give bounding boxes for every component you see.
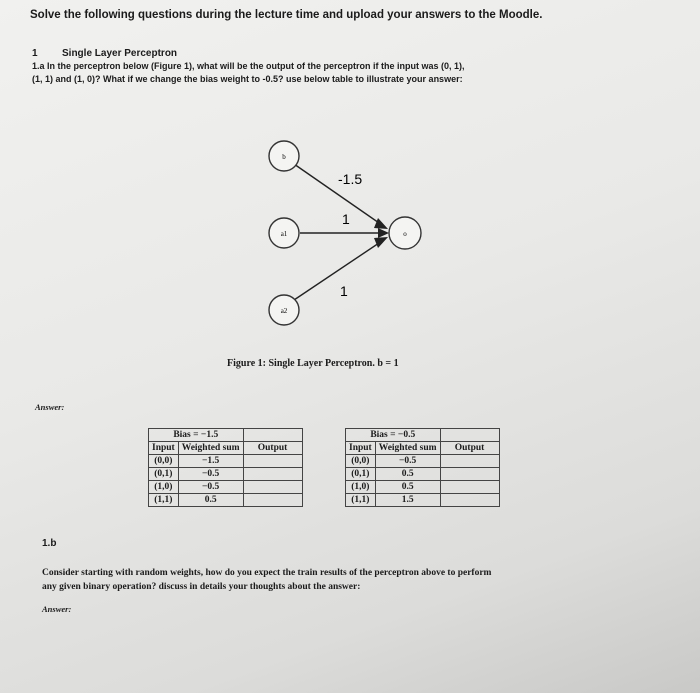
perceptron-figure [250,128,450,328]
output-cell[interactable] [440,494,499,507]
column-header: Input [149,442,179,455]
table-row [346,494,500,507]
question-title: Single Layer Perceptron [62,48,178,59]
weight-bias-label: -1.5 [338,171,363,187]
column-header: Input [346,442,376,455]
table-row [149,468,303,481]
table-row [346,481,500,494]
table-row [149,494,303,507]
sum-cell: −0.5 [375,455,440,468]
figure-caption: Figure 1: Single Layer Perceptron. b = 1 [227,358,399,369]
output-cell[interactable] [243,494,302,507]
weight-input2-label: 1 [340,283,348,299]
edge-input2 [294,241,382,300]
page-heading: Solve the following questions during the lecture time and upload your answers to the Moodle. [30,9,543,21]
table-row [346,455,500,468]
question-number: 1 [32,48,38,59]
table-bias-header: Bias = −1.5 [149,429,244,442]
input-cell: (1,0) [149,481,179,494]
output-cell[interactable] [243,481,302,494]
output-cell[interactable] [440,455,499,468]
arrowhead-input1 [378,228,389,238]
section-b-label: 1.b [42,538,57,549]
column-header: Weighted sum [178,442,243,455]
node-input2-label: a2 [280,307,288,315]
input-cell: (1,0) [346,481,376,494]
input-cell: (0,1) [149,468,179,481]
table-bias-header: Bias = −0.5 [346,429,441,442]
arrowhead-input2 [374,237,388,248]
input-cell: (1,1) [149,494,179,507]
sum-cell: 0.5 [375,481,440,494]
node-output-label: o [403,230,407,238]
arrowhead-bias [374,218,388,229]
column-header: Output [440,442,499,455]
sum-cell: −0.5 [178,481,243,494]
sum-cell: −1.5 [178,455,243,468]
question-text-line-1: 1.a In the perceptron below (Figure 1), what will be the output of the perceptron if the input was (0, 1), [32,61,465,71]
question-text-line-2: (1, 1) and (1, 0)? What if we change the bias weight to -0.5? use below table to illustrate your answer: [32,74,463,84]
input-cell: (0,0) [149,455,179,468]
node-bias-label: b [282,153,286,161]
answer-label: Answer: [35,402,65,412]
results-table-bias-2 [345,428,500,507]
sum-cell: −0.5 [178,468,243,481]
input-cell: (0,0) [346,455,376,468]
table-row [149,481,303,494]
column-header: Output [243,442,302,455]
weight-input1-label: 1 [342,211,350,227]
table-row [346,468,500,481]
input-cell: (1,1) [346,494,376,507]
output-cell[interactable] [440,468,499,481]
section-b-text-line-1: Consider starting with random weights, how do you expect the train results of the perceptron above to perform [42,568,492,578]
section-b-answer-label: Answer: [42,604,72,614]
column-header: Weighted sum [375,442,440,455]
input-cell: (0,1) [346,468,376,481]
results-table-bias-1 [148,428,303,507]
output-cell[interactable] [243,455,302,468]
node-input1-label: a1 [280,230,288,238]
output-cell[interactable] [243,468,302,481]
output-cell[interactable] [440,481,499,494]
sum-cell: 0.5 [178,494,243,507]
section-b-text-line-2: any given binary operation? discuss in details your thoughts about the answer: [42,582,361,592]
sum-cell: 1.5 [375,494,440,507]
table-row [149,455,303,468]
sum-cell: 0.5 [375,468,440,481]
